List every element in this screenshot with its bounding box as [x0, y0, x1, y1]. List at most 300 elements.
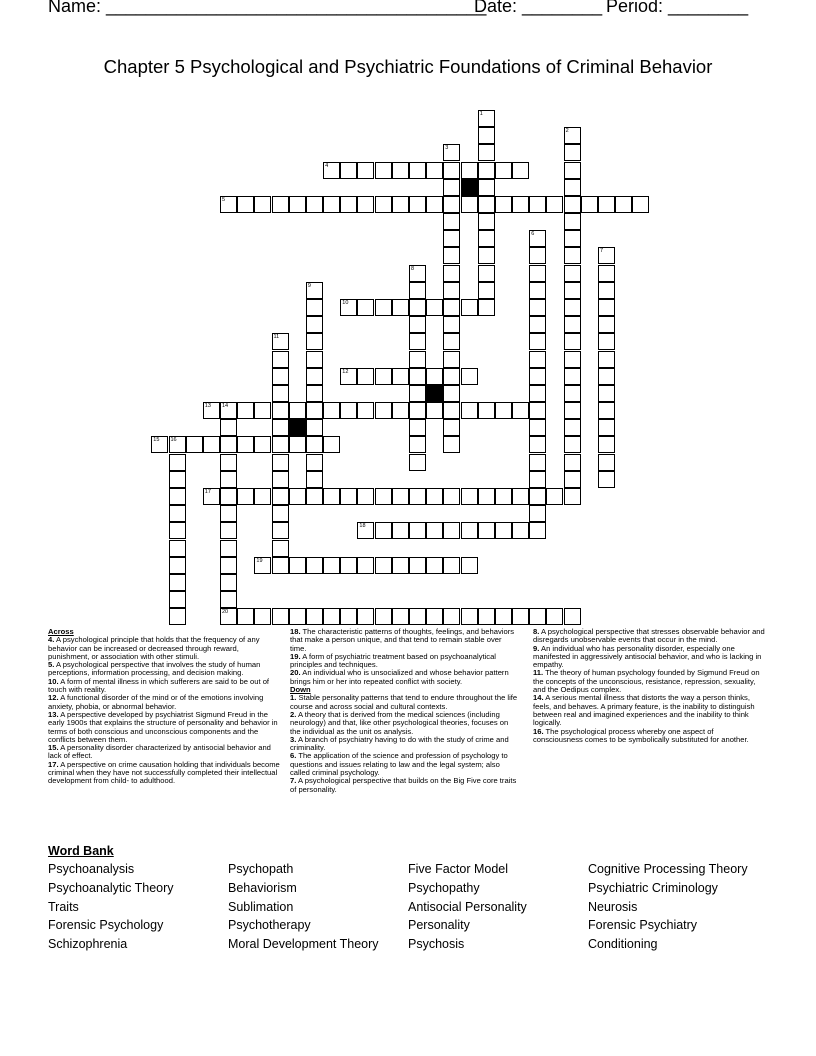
grid-cell[interactable]	[564, 230, 581, 247]
grid-cell[interactable]	[409, 402, 426, 419]
grid-cell[interactable]	[443, 608, 460, 625]
across-heading: Across	[48, 627, 74, 636]
grid-cell[interactable]	[409, 316, 426, 333]
grid-cell[interactable]	[529, 608, 546, 625]
grid-cell[interactable]	[306, 454, 323, 471]
grid-cell[interactable]	[375, 557, 392, 574]
grid-cell[interactable]	[340, 196, 357, 213]
grid-cell[interactable]	[289, 608, 306, 625]
grid-cell[interactable]	[598, 436, 615, 453]
grid-cell[interactable]	[220, 505, 237, 522]
grid-cell[interactable]	[220, 574, 237, 591]
grid-cell[interactable]	[529, 247, 546, 264]
grid-cell[interactable]	[409, 282, 426, 299]
grid-cell[interactable]	[409, 196, 426, 213]
grid-cell[interactable]	[392, 557, 409, 574]
grid-cell[interactable]	[598, 196, 615, 213]
grid-cell[interactable]	[443, 419, 460, 436]
grid-cell[interactable]	[306, 608, 323, 625]
grid-cell[interactable]	[203, 402, 220, 419]
grid-cell[interactable]	[340, 368, 357, 385]
grid-cell[interactable]	[512, 608, 529, 625]
word-bank-item: Psychoanalytic Theory	[48, 880, 174, 895]
grid-cell[interactable]	[564, 488, 581, 505]
grid-cell[interactable]	[564, 402, 581, 419]
grid-cell[interactable]	[443, 162, 460, 179]
grid-cell[interactable]	[220, 419, 237, 436]
clue-number: 18.	[290, 627, 301, 636]
grid-cell[interactable]	[443, 144, 460, 161]
clue-number: 9	[307, 282, 311, 289]
grid-cell[interactable]	[564, 471, 581, 488]
grid-cell[interactable]	[340, 402, 357, 419]
word-bank-item: Psychoanalysis	[48, 862, 135, 876]
grid-cell[interactable]	[169, 574, 186, 591]
word-bank-item: Psychosis	[408, 937, 465, 952]
grid-cell[interactable]	[306, 557, 323, 574]
grid-cell[interactable]	[632, 196, 649, 213]
grid-cell[interactable]	[512, 402, 529, 419]
grid-cell[interactable]	[546, 196, 563, 213]
grid-cell[interactable]	[409, 522, 426, 539]
grid-cell[interactable]	[409, 436, 426, 453]
grid-cell[interactable]	[306, 471, 323, 488]
grid-cell[interactable]	[512, 488, 529, 505]
grid-cell[interactable]	[306, 385, 323, 402]
across-clue	[290, 669, 520, 686]
grid-cell[interactable]	[272, 402, 289, 419]
grid-cell[interactable]	[169, 436, 186, 453]
grid-cell[interactable]	[461, 522, 478, 539]
grid-cell[interactable]	[220, 557, 237, 574]
clue-number: 10.	[48, 676, 59, 686]
grid-cell[interactable]	[169, 522, 186, 539]
grid-cell[interactable]	[598, 402, 615, 419]
grid-cell[interactable]	[564, 265, 581, 282]
grid-cell[interactable]	[461, 557, 478, 574]
grid-cell[interactable]	[478, 522, 495, 539]
grid-cell[interactable]	[375, 522, 392, 539]
grid-cell[interactable]	[478, 213, 495, 230]
grid-cell[interactable]	[443, 488, 460, 505]
grid-cell[interactable]	[478, 144, 495, 161]
grid-cell[interactable]	[564, 454, 581, 471]
grid-cell[interactable]	[169, 505, 186, 522]
grid-cell[interactable]	[220, 454, 237, 471]
grid-cell[interactable]	[340, 299, 357, 316]
down-clue	[290, 777, 520, 794]
grid-cell[interactable]	[306, 488, 323, 505]
grid-cell[interactable]	[598, 471, 615, 488]
grid-cell[interactable]	[392, 162, 409, 179]
across-clue	[48, 711, 280, 744]
grid-cell[interactable]	[478, 608, 495, 625]
grid-cell[interactable]	[306, 436, 323, 453]
grid-cell[interactable]	[169, 471, 186, 488]
grid-cell[interactable]	[529, 368, 546, 385]
grid-cell[interactable]	[426, 299, 443, 316]
grid-cell[interactable]	[272, 385, 289, 402]
grid-cell[interactable]	[443, 230, 460, 247]
grid-cell[interactable]	[409, 488, 426, 505]
clue-number: 10	[342, 300, 349, 306]
grid-cell[interactable]	[564, 144, 581, 161]
grid-cell[interactable]	[272, 333, 289, 350]
grid-cell[interactable]	[392, 299, 409, 316]
grid-cell[interactable]	[409, 557, 426, 574]
grid-cell[interactable]	[220, 608, 237, 625]
grid-cell[interactable]	[443, 299, 460, 316]
grid-cell[interactable]	[340, 162, 357, 179]
grid-cell[interactable]	[564, 299, 581, 316]
grid-cell[interactable]	[254, 557, 271, 574]
grid-cell[interactable]	[512, 522, 529, 539]
grid-cell[interactable]	[306, 299, 323, 316]
grid-cell[interactable]	[443, 436, 460, 453]
grid-cell[interactable]	[392, 608, 409, 625]
grid-cell[interactable]	[461, 608, 478, 625]
grid-cell[interactable]	[581, 196, 598, 213]
grid-cell[interactable]	[237, 608, 254, 625]
grid-cell[interactable]	[289, 402, 306, 419]
grid-cell[interactable]	[478, 282, 495, 299]
grid-cell[interactable]	[409, 419, 426, 436]
clue-number: 12.	[48, 693, 59, 703]
grid-cell[interactable]	[409, 333, 426, 350]
grid-cell[interactable]	[272, 608, 289, 625]
grid-cell[interactable]	[461, 162, 478, 179]
grid-cell[interactable]	[323, 488, 340, 505]
grid-cell[interactable]	[443, 522, 460, 539]
grid-cell[interactable]	[426, 162, 443, 179]
grid-cell[interactable]	[220, 196, 237, 213]
grid-cell[interactable]	[426, 557, 443, 574]
grid-cell[interactable]	[272, 436, 289, 453]
grid-cell[interactable]	[426, 522, 443, 539]
grid-cell[interactable]	[443, 213, 460, 230]
grid-cell[interactable]	[306, 196, 323, 213]
grid-cell[interactable]	[409, 454, 426, 471]
grid-cell[interactable]	[375, 488, 392, 505]
grid-cell[interactable]	[220, 591, 237, 608]
grid-cell[interactable]	[529, 385, 546, 402]
grid-cell[interactable]	[529, 488, 546, 505]
grid-cell[interactable]	[461, 368, 478, 385]
grid-cell[interactable]	[254, 488, 271, 505]
clue-number: 8.	[533, 627, 540, 636]
grid-cell[interactable]	[272, 522, 289, 539]
grid-cell[interactable]	[443, 265, 460, 282]
grid-cell[interactable]	[272, 540, 289, 557]
grid-cell[interactable]	[443, 385, 460, 402]
clue-number: 8	[411, 265, 415, 272]
grid-cell[interactable]	[546, 488, 563, 505]
grid-cell[interactable]	[426, 608, 443, 625]
grid-cell[interactable]	[529, 522, 546, 539]
clue-number: 15	[153, 437, 160, 444]
grid-cell[interactable]	[495, 608, 512, 625]
grid-cell[interactable]	[478, 402, 495, 419]
clue-number: 2	[565, 128, 569, 135]
grid-cell[interactable]	[426, 402, 443, 419]
grid-cell[interactable]	[598, 454, 615, 471]
grid-cell[interactable]	[564, 368, 581, 385]
grid-cell[interactable]	[340, 608, 357, 625]
grid-cell[interactable]	[375, 299, 392, 316]
grid-cell[interactable]	[323, 402, 340, 419]
grid-cell[interactable]	[564, 196, 581, 213]
grid-cell[interactable]	[443, 333, 460, 350]
grid-cell[interactable]	[392, 196, 409, 213]
grid-cell[interactable]	[529, 419, 546, 436]
grid-cell[interactable]	[598, 385, 615, 402]
grid-cell[interactable]	[443, 557, 460, 574]
grid-cell[interactable]	[169, 454, 186, 471]
grid-cell[interactable]	[203, 488, 220, 505]
grid-cell[interactable]	[306, 402, 323, 419]
word-bank-item: Antisocial Personality	[408, 899, 527, 914]
grid-cell[interactable]	[272, 471, 289, 488]
grid-cell[interactable]	[306, 316, 323, 333]
grid-cell[interactable]	[357, 162, 374, 179]
grid-cell[interactable]	[461, 488, 478, 505]
grid-cell[interactable]	[272, 368, 289, 385]
grid-cell[interactable]	[529, 471, 546, 488]
grid-cell[interactable]	[564, 282, 581, 299]
grid-cell[interactable]	[546, 608, 563, 625]
grid-cell[interactable]	[598, 333, 615, 350]
grid-cell[interactable]	[564, 351, 581, 368]
grid-cell[interactable]	[323, 608, 340, 625]
grid-cell[interactable]	[564, 419, 581, 436]
grid-cell[interactable]	[289, 557, 306, 574]
grid-cell[interactable]	[564, 179, 581, 196]
grid-cell[interactable]	[357, 608, 374, 625]
grid-cell[interactable]	[529, 265, 546, 282]
grid-cell[interactable]	[529, 196, 546, 213]
grid-cell[interactable]	[564, 213, 581, 230]
grid-cell[interactable]	[478, 299, 495, 316]
grid-cell[interactable]	[306, 282, 323, 299]
grid-cell[interactable]	[615, 196, 632, 213]
grid-cell[interactable]	[478, 127, 495, 144]
grid-cell[interactable]	[529, 505, 546, 522]
grid-cell[interactable]	[272, 505, 289, 522]
clue-number: 11	[273, 334, 280, 341]
grid-cell[interactable]	[375, 608, 392, 625]
grid-cell[interactable]	[323, 557, 340, 574]
grid-cell[interactable]	[426, 196, 443, 213]
grid-cell[interactable]	[564, 333, 581, 350]
grid-cell[interactable]	[409, 608, 426, 625]
grid-cell[interactable]	[375, 196, 392, 213]
grid-cell[interactable]	[323, 162, 340, 179]
grid-cell[interactable]	[254, 608, 271, 625]
grid-cell[interactable]	[564, 436, 581, 453]
grid-cell[interactable]	[443, 179, 460, 196]
grid-cell[interactable]	[478, 110, 495, 127]
grid-cell[interactable]	[443, 368, 460, 385]
grid-cell[interactable]	[443, 282, 460, 299]
grid-cell[interactable]	[357, 557, 374, 574]
grid-cell[interactable]	[529, 402, 546, 419]
black-cell	[289, 419, 306, 436]
period-field-label: Period: ________	[606, 0, 749, 16]
grid-cell[interactable]	[375, 162, 392, 179]
grid-cell[interactable]	[409, 385, 426, 402]
name-field-label: Name: ______________________________________	[48, 0, 487, 16]
grid-cell[interactable]	[272, 557, 289, 574]
grid-cell[interactable]	[409, 368, 426, 385]
clue-number: 12	[342, 368, 349, 375]
grid-cell[interactable]	[237, 196, 254, 213]
grid-cell[interactable]	[564, 247, 581, 264]
grid-cell[interactable]	[529, 436, 546, 453]
grid-cell[interactable]	[357, 402, 374, 419]
grid-cell[interactable]	[357, 522, 374, 539]
grid-cell[interactable]	[151, 436, 168, 453]
grid-cell[interactable]	[375, 368, 392, 385]
grid-cell[interactable]	[478, 488, 495, 505]
grid-cell[interactable]	[357, 488, 374, 505]
grid-cell[interactable]	[564, 316, 581, 333]
grid-cell[interactable]	[461, 402, 478, 419]
grid-cell[interactable]	[495, 488, 512, 505]
grid-cell[interactable]	[529, 333, 546, 350]
grid-cell[interactable]	[220, 402, 237, 419]
grid-cell[interactable]	[409, 299, 426, 316]
grid-cell[interactable]	[443, 316, 460, 333]
down-clue	[533, 628, 765, 645]
grid-cell[interactable]	[409, 162, 426, 179]
grid-cell[interactable]	[169, 540, 186, 557]
grid-cell[interactable]	[598, 368, 615, 385]
grid-cell[interactable]	[323, 196, 340, 213]
grid-cell[interactable]	[220, 471, 237, 488]
grid-cell[interactable]	[306, 333, 323, 350]
word-bank-item: Conditioning	[588, 937, 658, 952]
grid-cell[interactable]	[529, 230, 546, 247]
grid-cell[interactable]	[512, 196, 529, 213]
grid-cell[interactable]	[598, 316, 615, 333]
grid-cell[interactable]	[495, 402, 512, 419]
grid-cell[interactable]	[426, 368, 443, 385]
grid-cell[interactable]	[272, 351, 289, 368]
grid-cell[interactable]	[598, 265, 615, 282]
grid-cell[interactable]	[529, 351, 546, 368]
grid-cell[interactable]	[392, 522, 409, 539]
grid-cell[interactable]	[443, 402, 460, 419]
grid-cell[interactable]	[443, 196, 460, 213]
grid-cell[interactable]	[529, 282, 546, 299]
grid-cell[interactable]	[203, 436, 220, 453]
grid-cell[interactable]	[357, 196, 374, 213]
grid-cell[interactable]	[169, 557, 186, 574]
grid-cell[interactable]	[478, 265, 495, 282]
grid-cell[interactable]	[237, 488, 254, 505]
grid-cell[interactable]	[409, 351, 426, 368]
grid-cell[interactable]	[357, 299, 374, 316]
grid-cell[interactable]	[340, 557, 357, 574]
grid-cell[interactable]	[306, 351, 323, 368]
grid-cell[interactable]	[598, 299, 615, 316]
grid-cell[interactable]	[169, 608, 186, 625]
grid-cell[interactable]	[392, 402, 409, 419]
word-bank-item: Moral Development Theory	[228, 937, 379, 952]
grid-cell[interactable]	[495, 522, 512, 539]
grid-cell[interactable]	[220, 540, 237, 557]
grid-cell[interactable]	[564, 162, 581, 179]
grid-cell[interactable]	[272, 488, 289, 505]
grid-cell[interactable]	[375, 402, 392, 419]
grid-cell[interactable]	[461, 196, 478, 213]
grid-cell[interactable]	[254, 436, 271, 453]
grid-cell[interactable]	[289, 196, 306, 213]
grid-cell[interactable]	[409, 265, 426, 282]
grid-cell[interactable]	[306, 368, 323, 385]
grid-cell[interactable]	[564, 385, 581, 402]
grid-cell[interactable]	[495, 196, 512, 213]
grid-cell[interactable]	[478, 179, 495, 196]
grid-cell[interactable]	[272, 196, 289, 213]
grid-cell[interactable]	[306, 419, 323, 436]
grid-cell[interactable]	[598, 282, 615, 299]
grid-cell[interactable]	[237, 402, 254, 419]
grid-cell[interactable]	[598, 419, 615, 436]
grid-cell[interactable]	[220, 488, 237, 505]
grid-cell[interactable]	[478, 196, 495, 213]
grid-cell[interactable]	[495, 162, 512, 179]
grid-cell[interactable]	[392, 488, 409, 505]
grid-cell[interactable]	[272, 454, 289, 471]
grid-cell[interactable]	[598, 351, 615, 368]
grid-cell[interactable]	[443, 247, 460, 264]
grid-cell[interactable]	[478, 230, 495, 247]
word-bank-item: Psychiatric Criminology	[588, 880, 718, 895]
grid-cell[interactable]	[512, 162, 529, 179]
grid-cell[interactable]	[237, 436, 254, 453]
grid-cell[interactable]	[443, 351, 460, 368]
across-clue	[48, 636, 280, 661]
grid-cell[interactable]	[169, 591, 186, 608]
grid-cell[interactable]	[254, 196, 271, 213]
grid-cell[interactable]	[426, 488, 443, 505]
grid-cell[interactable]	[357, 368, 374, 385]
grid-cell[interactable]	[289, 488, 306, 505]
grid-cell[interactable]	[478, 162, 495, 179]
grid-cell[interactable]	[340, 488, 357, 505]
grid-cell[interactable]	[220, 436, 237, 453]
black-cell	[461, 179, 478, 196]
grid-cell[interactable]	[169, 488, 186, 505]
grid-cell[interactable]	[186, 436, 203, 453]
grid-cell[interactable]	[564, 127, 581, 144]
grid-cell[interactable]	[564, 608, 581, 625]
grid-cell[interactable]	[478, 247, 495, 264]
grid-cell[interactable]	[289, 436, 306, 453]
grid-cell[interactable]	[598, 247, 615, 264]
grid-cell[interactable]	[254, 402, 271, 419]
grid-cell[interactable]	[529, 316, 546, 333]
grid-cell[interactable]	[392, 368, 409, 385]
grid-cell[interactable]	[529, 299, 546, 316]
grid-cell[interactable]	[220, 522, 237, 539]
clue-text: A branch of psychiatry having to do with the study of crime and criminality.	[290, 734, 509, 753]
grid-cell[interactable]	[272, 419, 289, 436]
grid-cell[interactable]	[529, 454, 546, 471]
grid-cell[interactable]	[461, 299, 478, 316]
grid-cell[interactable]	[323, 436, 340, 453]
